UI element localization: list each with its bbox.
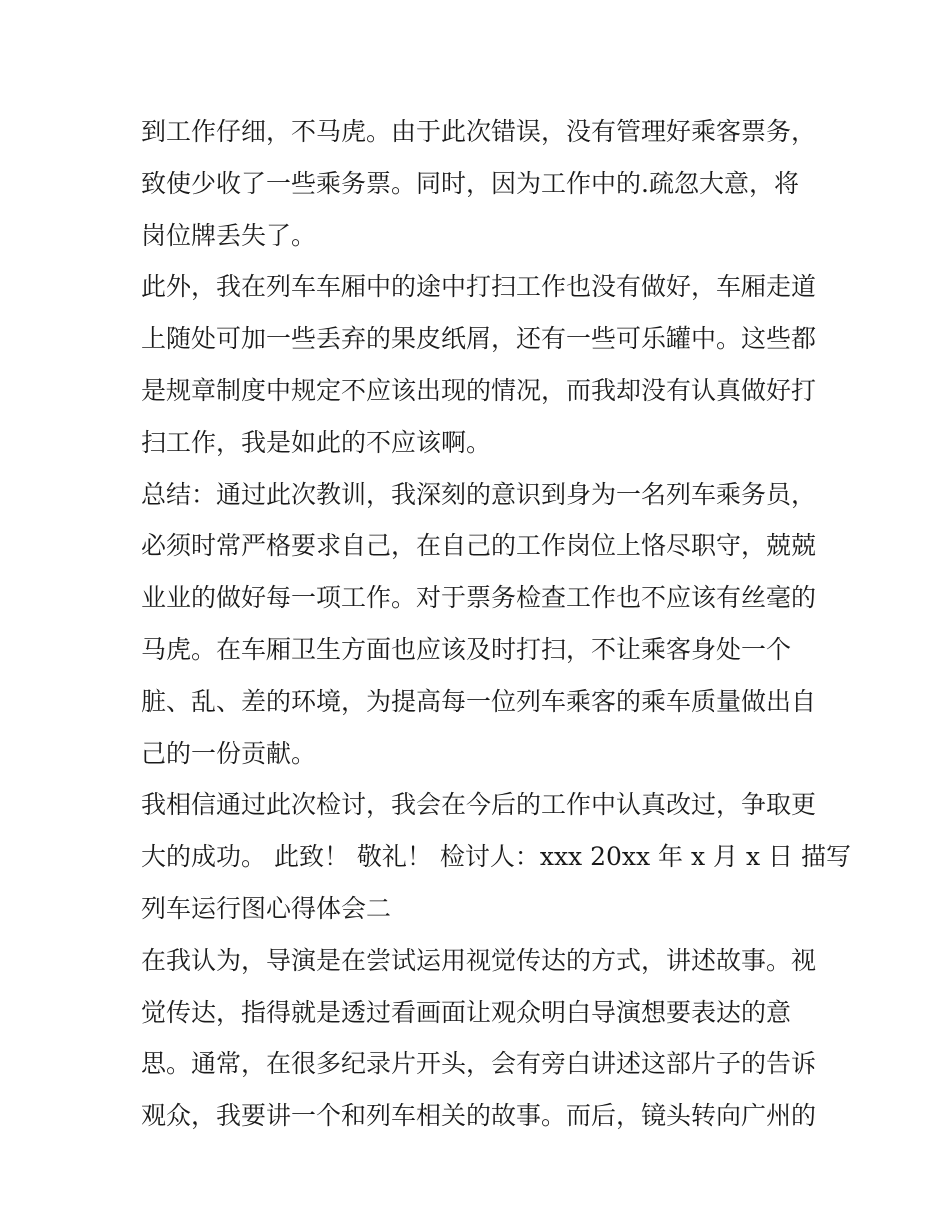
text-line: 此外，我在列车车厢中的途中打扫工作也没有做好，车厢走道 [141, 272, 817, 302]
text-line: 列车运行图心得体会二 [141, 893, 392, 923]
text-line: 上随处可加一些丢弃的果皮纸屑，还有一些可乐罐中。这些都 [141, 324, 817, 354]
text-line: 扫工作，我是如此的不应该啊。 [141, 427, 492, 457]
text-line: 必须时常严格要求自己，在自己的工作岗位上恪尽职守，兢兢 [141, 531, 817, 561]
text-line: 己的一份贡献。 [141, 738, 317, 768]
text-line: 在我认为，导演是在尝试运用视觉传达的方式，讲述故事。视 [141, 945, 817, 975]
text-line: 总结：通过此次教训，我深刻的意识到身为一名列车乘务员， [141, 479, 817, 509]
text-line: 是规章制度中规定不应该出现的情况，而我却没有认真做好打 [141, 375, 817, 405]
text-line: 马虎。在车厢卫生方面也应该及时打扫，不让乘客身处一个 [141, 634, 792, 664]
text-line: 脏、乱、差的环境，为提高每一位列车乘客的乘车质量做出自 [141, 686, 817, 716]
text-line: 业业的做好每一项工作。对于票务检查工作也不应该有丝毫的 [141, 583, 817, 613]
text-line: 观众，我要讲一个和列车相关的故事。而后，镜头转向广州的 [141, 1101, 817, 1131]
text-line: 思。通常，在很多纪录片开头，会有旁白讲述这部片子的告诉 [141, 1049, 817, 1079]
text-line: 致使少收了一些乘务票。同时，因为工作中的.疏忽大意，将 [141, 168, 799, 198]
text-line: 觉传达，指得就是透过看画面让观众明白导演想要表达的意 [141, 997, 792, 1027]
text-line: 大的成功。 此致！ 敬礼！ 检讨人：xxx 20xx 年 x 月 x 日 描写 [141, 842, 851, 872]
text-line: 岗位牌丢失了。 [141, 220, 317, 250]
document-body [141, 106, 851, 1142]
text-line: 到工作仔细，不马虎。由于此次错误，没有管理好乘客票务， [141, 117, 817, 146]
text-line: 我相信通过此次检讨，我会在今后的工作中认真改过，争取更 [141, 790, 817, 820]
